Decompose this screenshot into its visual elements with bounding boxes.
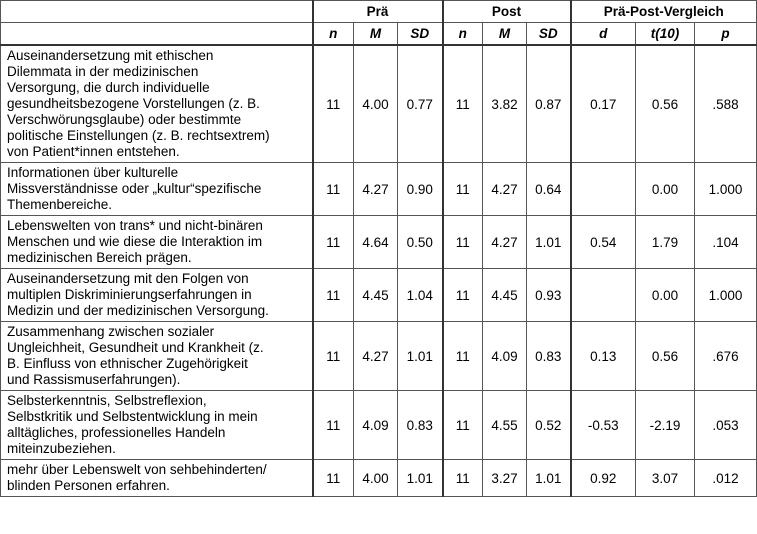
column-header-t: t(10): [636, 23, 695, 46]
cell-pre-m: 4.27: [354, 322, 398, 391]
cell-pre-sd: 0.77: [398, 45, 443, 163]
cell-d: 0.92: [571, 460, 636, 497]
cell-p: 1.000: [695, 269, 757, 322]
cell-pre-m: 4.09: [354, 391, 398, 460]
cell-t: 1.79: [636, 216, 695, 269]
cell-pre-n: 11: [313, 269, 354, 322]
row-item-text: Zusammenhang zwischen sozialer Ungleichheit, Gesundheit und Krankheit (z. B. Einfluss von ethnischer Zugehörigkeit und Rassismuserfahrungen).: [1, 322, 313, 391]
row-item-text: Informationen über kulturelle Missverständnisse oder „kultur“spezifische Themenbereiche.: [1, 163, 313, 216]
cell-post-m: 4.09: [483, 322, 527, 391]
row-item-text: mehr über Lebenswelt von sehbehinderten/ blinden Personen erfahren.: [1, 460, 313, 497]
cell-post-n: 11: [443, 391, 483, 460]
row-item-text: Selbsterkenntnis, Selbstreflexion, Selbstkritik und Selbstentwicklung in mein alltägliches, professionelles Handeln miteinzubeziehen.: [1, 391, 313, 460]
column-header-pre-n: n: [313, 23, 354, 46]
table-row: [1, 391, 757, 460]
cell-post-sd: 1.01: [527, 216, 571, 269]
table-row: [1, 269, 757, 322]
cell-post-sd: 0.83: [527, 322, 571, 391]
group-header-comparison: Prä-Post-Vergleich: [571, 1, 757, 23]
table-row: [1, 216, 757, 269]
group-header-pre: Prä: [313, 1, 443, 23]
cell-p: .588: [695, 45, 757, 163]
cell-p: .012: [695, 460, 757, 497]
column-header-post-sd: SD: [527, 23, 571, 46]
cell-t: -2.19: [636, 391, 695, 460]
group-header-post: Post: [443, 1, 571, 23]
column-header-p: p: [695, 23, 757, 46]
cell-post-n: 11: [443, 322, 483, 391]
cell-pre-sd: 1.04: [398, 269, 443, 322]
cell-post-m: 3.27: [483, 460, 527, 497]
header-group-row: [1, 1, 757, 23]
cell-d: [571, 163, 636, 216]
cell-post-m: 4.45: [483, 269, 527, 322]
column-header-d: d: [571, 23, 636, 46]
cell-pre-m: 4.00: [354, 45, 398, 163]
cell-t: 3.07: [636, 460, 695, 497]
cell-pre-n: 11: [313, 163, 354, 216]
header-item-cell: [1, 23, 313, 46]
cell-pre-m: 4.45: [354, 269, 398, 322]
cell-p: .053: [695, 391, 757, 460]
cell-post-m: 3.82: [483, 45, 527, 163]
cell-pre-m: 4.27: [354, 163, 398, 216]
table-row: [1, 45, 757, 163]
cell-pre-sd: 1.01: [398, 322, 443, 391]
table-body: [1, 45, 757, 497]
column-header-pre-sd: SD: [398, 23, 443, 46]
cell-post-sd: 0.64: [527, 163, 571, 216]
cell-t: 0.00: [636, 269, 695, 322]
cell-post-n: 11: [443, 45, 483, 163]
cell-t: 0.00: [636, 163, 695, 216]
column-header-post-n: n: [443, 23, 483, 46]
column-header-pre-m: M: [354, 23, 398, 46]
cell-t: 0.56: [636, 322, 695, 391]
cell-post-sd: 0.93: [527, 269, 571, 322]
cell-post-sd: 1.01: [527, 460, 571, 497]
cell-d: -0.53: [571, 391, 636, 460]
cell-post-sd: 0.87: [527, 45, 571, 163]
cell-t: 0.56: [636, 45, 695, 163]
cell-pre-m: 4.00: [354, 460, 398, 497]
row-item-text: Lebenswelten von trans* und nicht-binären Menschen und wie diese die Interaktion im medizinischen Bereich prägen.: [1, 216, 313, 269]
cell-pre-n: 11: [313, 216, 354, 269]
table-row: [1, 163, 757, 216]
column-header-post-m: M: [483, 23, 527, 46]
cell-pre-n: 11: [313, 391, 354, 460]
cell-post-n: 11: [443, 216, 483, 269]
cell-post-n: 11: [443, 269, 483, 322]
cell-p: 1.000: [695, 163, 757, 216]
header-column-row: [1, 23, 757, 46]
cell-p: .676: [695, 322, 757, 391]
cell-d: 0.17: [571, 45, 636, 163]
table-row: [1, 322, 757, 391]
cell-post-n: 11: [443, 163, 483, 216]
cell-d: 0.13: [571, 322, 636, 391]
cell-post-n: 11: [443, 460, 483, 497]
table-row: [1, 460, 757, 497]
cell-pre-n: 11: [313, 45, 354, 163]
cell-pre-sd: 0.83: [398, 391, 443, 460]
row-item-text: Auseinandersetzung mit ethischen Dilemmata in der medizinischen Versorgung, die durch individuelle gesundheitsbezogene Vorstellungen (z. B. Verschwörungsglaube) oder bestimmte politische Einstellungen (z. B. rechtsextrem) von Patient*innen entstehen.: [1, 45, 313, 163]
cell-post-m: 4.27: [483, 163, 527, 216]
cell-pre-m: 4.64: [354, 216, 398, 269]
row-item-text: Auseinandersetzung mit den Folgen von multiplen Diskriminierungserfahrungen in Medizin und der medizinischen Versorgung.: [1, 269, 313, 322]
cell-p: .104: [695, 216, 757, 269]
cell-post-sd: 0.52: [527, 391, 571, 460]
cell-pre-sd: 0.90: [398, 163, 443, 216]
cell-d: [571, 269, 636, 322]
cell-post-m: 4.27: [483, 216, 527, 269]
cell-post-m: 4.55: [483, 391, 527, 460]
cell-pre-n: 11: [313, 322, 354, 391]
cell-pre-sd: 1.01: [398, 460, 443, 497]
cell-pre-sd: 0.50: [398, 216, 443, 269]
cell-d: 0.54: [571, 216, 636, 269]
header-corner-cell: [1, 1, 313, 23]
cell-pre-n: 11: [313, 460, 354, 497]
